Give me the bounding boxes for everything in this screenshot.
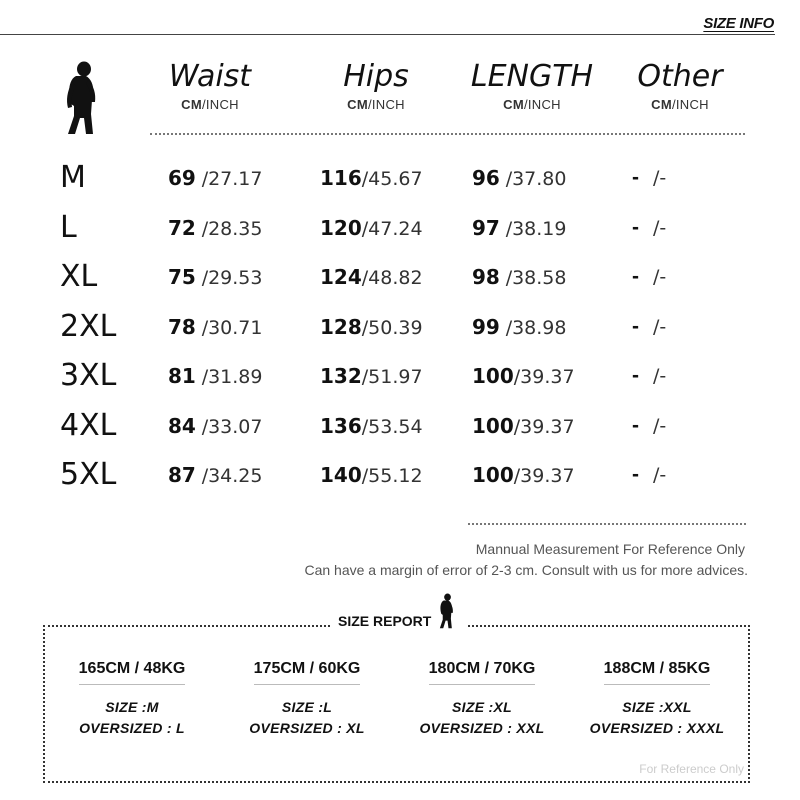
report-size: SIZE :L — [281, 699, 333, 715]
measure-cell-waist — [168, 208, 262, 249]
measure-cell-hips — [320, 406, 423, 447]
measure-cell-length — [472, 356, 575, 397]
measure-cell-other — [632, 257, 666, 297]
inch-value: /- — [653, 216, 667, 239]
report-body-measure: 165CM / 48KG — [79, 660, 186, 685]
reference-note: Mannual Measurement For Reference Only — [475, 541, 745, 557]
cm-value: - — [632, 166, 639, 189]
table-row — [0, 208, 800, 248]
table-row — [0, 455, 800, 495]
inch-value: /- — [653, 365, 667, 387]
notes-dotted-divider — [468, 523, 746, 525]
cm-value: 124 — [320, 265, 362, 289]
column-header-other — [600, 60, 760, 112]
report-oversized: OVERSIZED : XL — [249, 720, 365, 736]
size-label: M — [60, 160, 86, 195]
cm-value: - — [632, 314, 639, 338]
inch-value: /45.67 — [361, 168, 423, 190]
table-row — [0, 307, 800, 347]
measure-cell-other — [632, 406, 666, 446]
measure-cell-hips — [320, 307, 423, 348]
cm-value: 120 — [320, 215, 362, 240]
table-row — [0, 356, 800, 396]
measure-cell-waist — [168, 356, 262, 397]
inch-value: /34.25 — [201, 465, 263, 487]
cm-value: 100 — [472, 463, 514, 487]
measure-cell-length — [472, 208, 566, 249]
inch-value: /27.17 — [201, 168, 263, 190]
report-item — [44, 660, 220, 739]
measure-cell-other — [632, 158, 666, 198]
cm-value: 100 — [472, 364, 514, 388]
column-unit: CM/INCH — [347, 97, 405, 112]
measure-cell-length — [472, 158, 566, 199]
report-body-measure: 175CM / 60KG — [254, 660, 361, 685]
inch-value: /55.12 — [361, 465, 423, 487]
cm-value: 140 — [320, 463, 362, 487]
size-label: L — [60, 209, 77, 245]
report-oversized: OVERSIZED : XXXL — [589, 720, 725, 736]
column-title: Hips — [343, 59, 409, 94]
header-dotted-divider — [150, 133, 745, 135]
report-size: SIZE :M — [105, 699, 159, 715]
inch-value: /38.58 — [505, 267, 567, 289]
inch-value: /51.97 — [361, 366, 423, 388]
cm-value: 75 — [168, 265, 196, 289]
report-item — [569, 660, 745, 739]
cm-value: 136 — [320, 413, 362, 438]
table-row — [0, 158, 800, 198]
measure-cell-length — [472, 257, 566, 298]
cm-value: - — [632, 463, 639, 486]
measure-cell-other — [632, 356, 666, 396]
size-info-title: SIZE INFO — [703, 15, 774, 32]
inch-value: /39.37 — [513, 415, 575, 438]
inch-value: /30.71 — [201, 316, 263, 339]
inch-value: /39.37 — [513, 465, 575, 487]
report-oversized: OVERSIZED : L — [79, 720, 185, 736]
measure-cell-other — [632, 208, 666, 248]
inch-value: /- — [653, 315, 667, 338]
measure-cell-length — [472, 406, 575, 447]
report-body-measure: 188CM / 85KG — [604, 660, 711, 685]
cm-value: 132 — [320, 364, 362, 388]
size-report-header — [330, 591, 467, 631]
inch-value: /28.35 — [201, 217, 263, 240]
cm-value: 116 — [320, 166, 362, 190]
inch-value: /50.39 — [361, 316, 423, 339]
column-header-hips — [296, 60, 456, 112]
measure-cell-waist — [168, 406, 262, 447]
cm-value: - — [632, 265, 639, 288]
measure-cell-hips — [320, 158, 423, 199]
measure-cell-waist — [168, 455, 262, 496]
size-label: 5XL — [60, 457, 117, 492]
report-item — [219, 660, 395, 739]
cm-value: 100 — [472, 413, 514, 438]
column-title: LENGTH — [470, 59, 594, 94]
table-row — [0, 257, 800, 297]
cm-value: - — [632, 215, 639, 239]
cm-value: 128 — [320, 314, 362, 339]
report-item — [394, 660, 570, 739]
inch-value: /39.37 — [513, 366, 575, 388]
cm-value: 98 — [472, 265, 500, 289]
column-unit: CM/INCH — [503, 97, 561, 112]
cm-value: 97 — [472, 215, 500, 240]
inch-value: /53.54 — [361, 415, 423, 438]
size-label: 3XL — [60, 358, 117, 393]
inch-value: /31.89 — [201, 366, 263, 388]
cm-value: 96 — [472, 166, 500, 190]
measure-cell-hips — [320, 257, 423, 298]
report-size: SIZE :XL — [452, 699, 512, 715]
measure-cell-length — [472, 307, 566, 348]
column-header-length — [452, 60, 612, 112]
cm-value: 72 — [168, 215, 196, 240]
top-divider — [0, 34, 775, 35]
cm-value: 87 — [168, 463, 196, 487]
table-row — [0, 406, 800, 446]
size-label: 4XL — [60, 407, 117, 443]
measure-cell-waist — [168, 307, 262, 348]
inch-value: /47.24 — [361, 217, 423, 240]
walking-figure-icon — [437, 591, 459, 631]
measure-cell-other — [632, 307, 666, 347]
walking-figure-icon — [62, 60, 108, 136]
measure-cell-hips — [320, 455, 423, 496]
report-oversized: OVERSIZED : XXL — [419, 720, 545, 736]
cm-value: - — [632, 364, 639, 387]
inch-value: /37.80 — [505, 168, 567, 190]
margin-note: Can have a margin of error of 2-3 cm. Consult with us for more advices. — [304, 562, 748, 578]
column-unit: CM/INCH — [181, 97, 239, 112]
cm-value: - — [632, 413, 639, 437]
measure-cell-hips — [320, 356, 423, 397]
inch-value: /- — [653, 167, 667, 189]
cm-value: 99 — [472, 314, 500, 339]
measure-cell-other — [632, 455, 666, 495]
column-title: Other — [637, 59, 723, 94]
inch-value: /- — [653, 266, 667, 288]
report-size: SIZE :XXL — [622, 699, 692, 715]
inch-value: /- — [653, 414, 667, 437]
cm-value: 84 — [168, 413, 196, 438]
inch-value: /38.19 — [505, 217, 567, 240]
column-title: Waist — [168, 59, 252, 94]
measure-cell-hips — [320, 208, 423, 249]
measure-cell-length — [472, 455, 575, 496]
inch-value: /- — [653, 464, 667, 486]
cm-value: 69 — [168, 166, 196, 190]
size-report-title: SIZE REPORT — [338, 613, 432, 629]
size-label: 2XL — [60, 308, 117, 344]
cm-value: 78 — [168, 314, 196, 339]
inch-value: /33.07 — [201, 415, 263, 438]
inch-value: /38.98 — [505, 316, 567, 339]
reference-watermark: For Reference Only — [639, 762, 744, 776]
column-header-waist — [130, 60, 290, 112]
inch-value: /48.82 — [361, 267, 423, 289]
size-label: XL — [60, 259, 98, 294]
cm-value: 81 — [168, 364, 196, 388]
report-body-measure: 180CM / 70KG — [429, 660, 536, 685]
measure-cell-waist — [168, 257, 262, 298]
measure-cell-waist — [168, 158, 262, 199]
column-unit: CM/INCH — [651, 97, 709, 112]
inch-value: /29.53 — [201, 267, 263, 289]
